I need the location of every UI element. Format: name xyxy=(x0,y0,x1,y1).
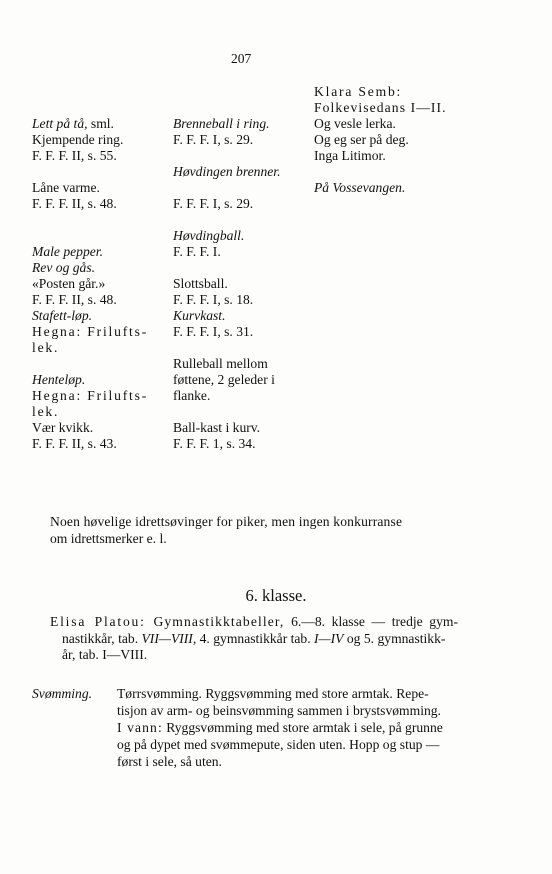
dances-column-right xyxy=(314,84,447,196)
source-title: Folkevisedans I—II. xyxy=(314,100,447,115)
source-reference: F. F. F. I, s. 31. xyxy=(173,324,254,339)
game-title: Ball-kast i kurv. xyxy=(173,420,261,435)
game-title-line: Lett på tå, sml. xyxy=(32,116,114,131)
game-title: Brenneball i ring. xyxy=(173,116,270,131)
page-number: 207 xyxy=(231,51,252,66)
game-title: Rev og gås. xyxy=(32,260,96,275)
author-name: Klara Semb: xyxy=(314,84,403,99)
swimming-label: Svømming. xyxy=(32,686,93,701)
dance-title: Og vesle lerka. xyxy=(314,116,396,131)
game-title: Lett på tå, xyxy=(32,116,88,131)
game-title: Høvdingball. xyxy=(173,228,245,243)
game-title: Rulleball mellom xyxy=(173,356,268,371)
game-title: Låne varme. xyxy=(32,180,100,195)
game-title-cont: føttene, 2 geleder i xyxy=(173,372,275,387)
section-heading: 6. klasse. xyxy=(245,586,307,605)
source-reference: F. F. F. I, s. 29. xyxy=(173,132,254,147)
source-reference-line: Hegna: Frilufts- xyxy=(32,324,149,339)
dance-title: Inga Litimor. xyxy=(314,148,386,163)
in-water-label: I vann: xyxy=(117,720,163,735)
game-title: Henteløp. xyxy=(32,372,86,387)
game-title-cont: flanke. xyxy=(173,388,211,403)
game-title: Kurvkast. xyxy=(173,308,226,323)
source-reference: F. F. F. 1, s. 34. xyxy=(173,436,256,451)
source-title: lek. xyxy=(32,340,60,355)
source-reference-line: Hegna: Frilufts- xyxy=(32,388,149,403)
source-reference: F. F. F. I, s. 18. xyxy=(173,292,254,307)
note-paragraph: Noen høvelige idrettsøvinger for piker, men ingen konkurranse om idrettsmerker e. l. xyxy=(50,514,403,546)
source-reference: F. F. F. I. xyxy=(173,244,221,259)
games-column-middle xyxy=(173,116,280,452)
game-title: Kjempende ring. xyxy=(32,132,124,147)
source-title: Gymnastikktabeller, xyxy=(145,614,285,629)
game-title: Male pepper. xyxy=(32,244,103,259)
game-title: Stafett-løp. xyxy=(32,308,93,323)
source-reference: F. F. F. II, s. 48. xyxy=(32,196,117,211)
source-reference: F. F. F. II, s. 43. xyxy=(32,436,117,451)
author-name: Elisa Platou: xyxy=(50,614,146,629)
game-title: Slottsball. xyxy=(173,276,228,291)
dance-title: På Vossevangen. xyxy=(314,180,406,195)
source-reference: F. F. F. II, s. 55. xyxy=(32,148,117,163)
games-column-left xyxy=(32,116,148,452)
game-title: Høvdingen brenner. xyxy=(173,164,281,179)
source-reference: F. F. F. I, s. 29. xyxy=(173,196,254,211)
dance-title: Og eg ser på deg. xyxy=(314,132,409,147)
author-name: Hegna: xyxy=(32,388,83,403)
source-title: lek. xyxy=(32,404,60,419)
swimming-paragraph: Tørrsvømming. Ryggsvømming med store armtak. Repe- tisjon av arm- og beinsvømming sammen i brystsvømming. I vann: Ryggsvømming med store armtak i sele, på grunne og på dypet med svømmepute, siden uten. Hopp og stup — først i sele, så uten. xyxy=(117,686,443,769)
author-name: Hegna: xyxy=(32,324,83,339)
game-title: «Posten går.» xyxy=(32,276,106,291)
game-title: Vær kvikk. xyxy=(32,420,94,435)
reference-paragraph: Elisa Platou: Gymnastikktabeller, 6.—8. klasse — tredje gym- nastikkår, tab. VII—VIII, 4. gymnastikkår tab. I—IV og 5. gymnastikk- år, tab. I—VIII. xyxy=(50,614,459,662)
source-reference: F. F. F. II, s. 48. xyxy=(32,292,117,307)
